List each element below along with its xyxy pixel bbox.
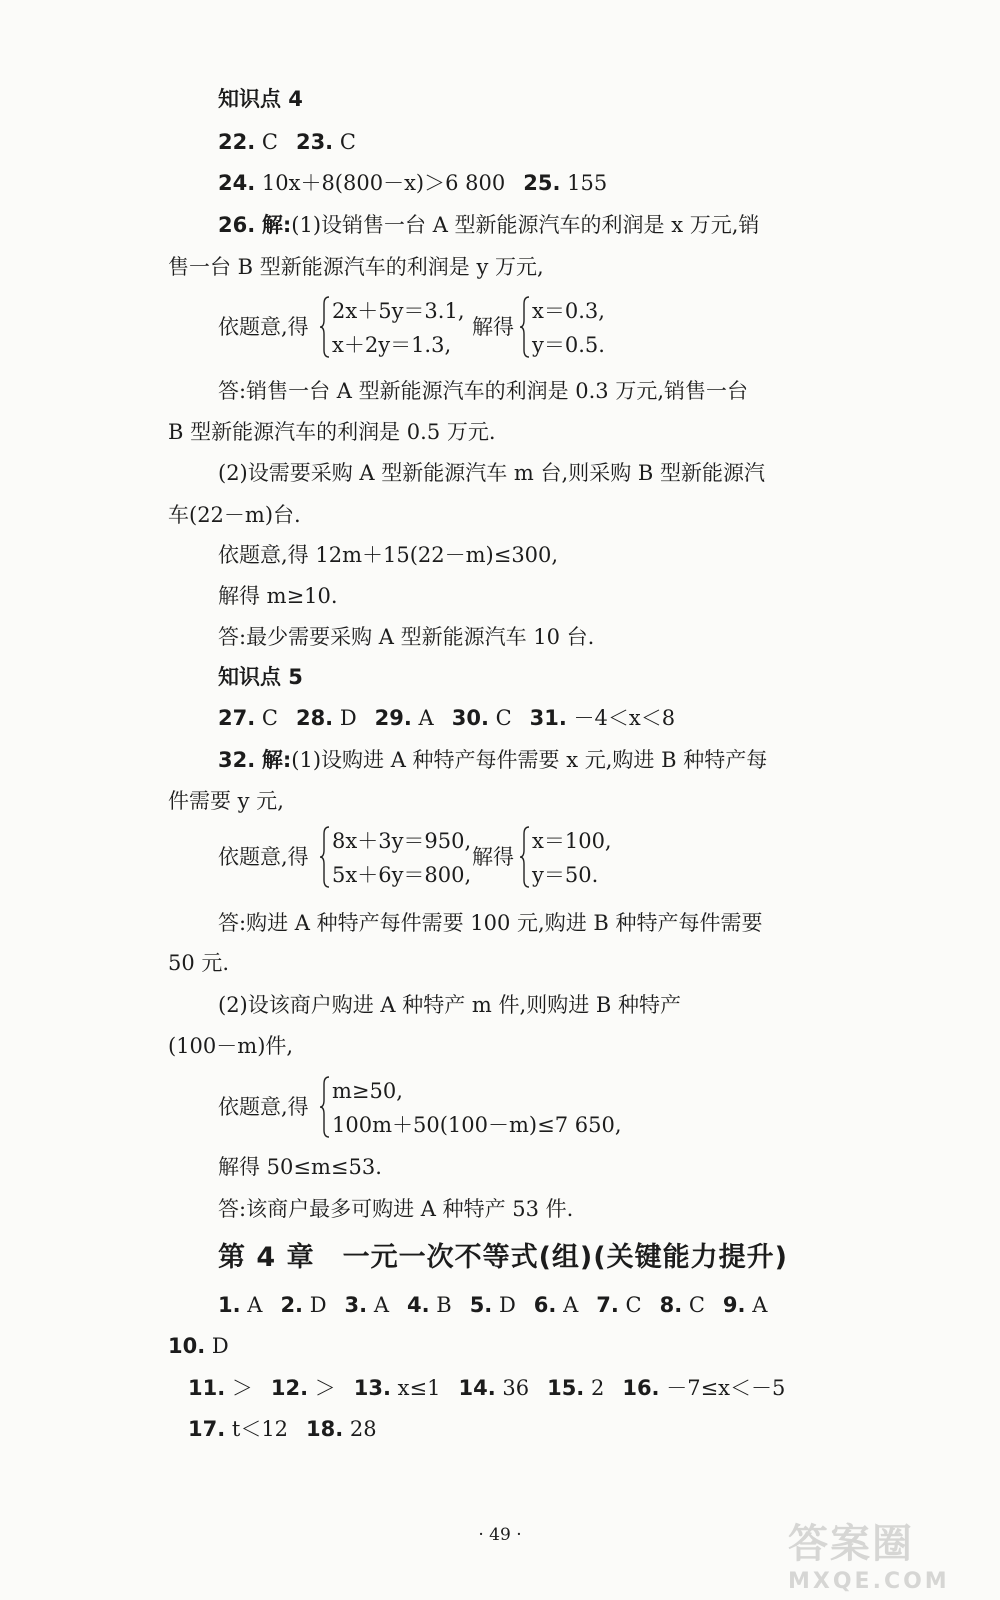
answer-item bbox=[280, 1293, 326, 1317]
question-number: 25. bbox=[523, 171, 561, 195]
equation: 2x＋5y＝3.1, bbox=[332, 299, 465, 323]
answer-value: A bbox=[367, 1293, 389, 1317]
watermark-logo bbox=[788, 1512, 978, 1594]
answer-value: 36 bbox=[495, 1376, 530, 1400]
answer-value: A bbox=[745, 1293, 768, 1317]
answer-value: －7≤x＜－5 bbox=[659, 1376, 786, 1400]
answer-line bbox=[188, 1373, 803, 1403]
answer-line bbox=[218, 703, 693, 733]
question-number: 24. bbox=[218, 171, 256, 195]
answer-value: 10x＋8(800－x)＞6 800 bbox=[255, 171, 506, 195]
section-title-4: 知识点 4 bbox=[218, 87, 303, 111]
brace-icon bbox=[520, 296, 530, 358]
answer-item bbox=[188, 1417, 288, 1441]
question-number: 6. bbox=[533, 1293, 557, 1317]
answer-value: x≤1 bbox=[390, 1376, 441, 1400]
question-number: 26. bbox=[218, 213, 256, 237]
inequality: m≥50, bbox=[332, 1079, 403, 1103]
paragraph: 答:销售一台 A 型新能源汽车的利润是 0.3 万元,销售一台 bbox=[218, 379, 749, 403]
answer-value: C bbox=[618, 1293, 642, 1317]
solution: x＝100, bbox=[532, 829, 612, 853]
paragraph: (1)设销售一台 A 型新能源汽车的利润是 x 万元,销 bbox=[291, 213, 760, 237]
answer-value: C bbox=[488, 706, 512, 730]
equation: 8x＋3y＝950, bbox=[332, 829, 472, 853]
answer-line bbox=[188, 1414, 395, 1444]
question-number: 30. bbox=[451, 706, 489, 730]
watermark-text: 答案圈 bbox=[788, 1521, 914, 1567]
equation-system bbox=[218, 822, 718, 892]
answer-value: D bbox=[492, 1293, 516, 1317]
question-number: 5. bbox=[469, 1293, 493, 1317]
question-number: 12. bbox=[270, 1376, 309, 1400]
paragraph: (100－m)件, bbox=[168, 1034, 294, 1058]
answer-item bbox=[218, 706, 278, 730]
watermark-url: MXQE.COM bbox=[788, 1569, 950, 1594]
brace-icon bbox=[320, 296, 330, 358]
answer-value: C bbox=[255, 130, 278, 154]
question-number: 3. bbox=[344, 1293, 368, 1317]
answer-item bbox=[296, 130, 356, 154]
paragraph: B 型新能源汽车的利润是 0.5 万元. bbox=[168, 420, 496, 444]
inequality-system bbox=[218, 1072, 778, 1142]
answer-item bbox=[345, 1293, 389, 1317]
question-number: 31. bbox=[529, 706, 567, 730]
paragraph: 解得 50≤m≤53. bbox=[218, 1155, 382, 1179]
question-number: 14. bbox=[458, 1376, 496, 1400]
brace-icon bbox=[320, 1076, 330, 1138]
question-number: 4. bbox=[406, 1293, 430, 1317]
answer-item bbox=[218, 1293, 262, 1317]
solution-head: 解: bbox=[261, 213, 292, 237]
question-number: 10. bbox=[168, 1334, 206, 1358]
section-title-5: 知识点 5 bbox=[218, 665, 303, 689]
solution-head: 解: bbox=[261, 748, 292, 772]
q26-line-1 bbox=[218, 210, 759, 240]
answer-value: －4＜x＜8 bbox=[566, 706, 676, 730]
answer-value: ＞ bbox=[225, 1376, 253, 1400]
answer-item bbox=[168, 1334, 229, 1358]
answer-item bbox=[452, 706, 512, 730]
paragraph: 答:购进 A 种特产每件需要 100 元,购进 B 种特产每件需要 bbox=[218, 911, 763, 935]
answer-item bbox=[296, 706, 357, 730]
answer-item bbox=[530, 706, 675, 730]
answer-value: t＜12 bbox=[225, 1417, 289, 1441]
solution: x＝0.3, bbox=[532, 299, 605, 323]
paragraph: 答:最少需要采购 A 型新能源汽车 10 台. bbox=[218, 625, 595, 649]
answer-value: D bbox=[205, 1334, 229, 1358]
question-number: 29. bbox=[374, 706, 412, 730]
brace-icon bbox=[520, 826, 530, 888]
equation: 5x＋6y＝800, bbox=[332, 863, 472, 887]
answer-value: A bbox=[411, 706, 434, 730]
solution: y＝50. bbox=[532, 863, 599, 887]
inequality: 100m＋50(100－m)≤7 650, bbox=[332, 1113, 622, 1137]
paragraph: (2)设该商户购进 A 种特产 m 件,则购进 B 种特产 bbox=[218, 993, 681, 1017]
question-number: 9. bbox=[722, 1293, 746, 1317]
answer-item bbox=[547, 1376, 604, 1400]
paragraph: 答:该商户最多可购进 A 种特产 53 件. bbox=[218, 1197, 574, 1221]
paragraph: 50 元. bbox=[168, 951, 230, 975]
answer-line bbox=[218, 127, 374, 157]
paragraph: 售一台 B 型新能源汽车的利润是 y 万元, bbox=[168, 255, 544, 279]
solution: y＝0.5. bbox=[532, 333, 605, 357]
question-number: 16. bbox=[622, 1376, 660, 1400]
answer-value: ＞ bbox=[308, 1376, 336, 1400]
question-number: 23. bbox=[295, 130, 334, 154]
paragraph: 件需要 y 元, bbox=[168, 789, 284, 813]
answer-value: C bbox=[682, 1293, 705, 1317]
paragraph: 依题意,得 12m＋15(22－m)≤300, bbox=[218, 543, 559, 567]
answer-line bbox=[218, 1290, 785, 1320]
answer-value: B bbox=[429, 1293, 452, 1317]
answer-value: 2 bbox=[584, 1376, 605, 1400]
question-number: 1. bbox=[218, 1293, 241, 1317]
system-lead: 依题意,得 bbox=[218, 1095, 309, 1119]
chapter-title: 第 4 章 一元一次不等式(组)(关键能力提升) bbox=[218, 1242, 788, 1273]
paragraph: 解得 m≥10. bbox=[218, 584, 338, 608]
answer-item bbox=[188, 1376, 253, 1400]
page-number: · 49 · bbox=[478, 1525, 522, 1545]
paragraph: (1)设购进 A 种特产每件需要 x 元,购进 B 种特产每 bbox=[291, 748, 768, 772]
answer-item bbox=[470, 1293, 516, 1317]
paragraph: 车(22－m)台. bbox=[168, 503, 301, 527]
system-lead: 依题意,得 bbox=[218, 315, 309, 339]
answer-line bbox=[218, 168, 625, 198]
system-mid: 解得 bbox=[472, 845, 514, 869]
answer-value: 28 bbox=[343, 1417, 377, 1441]
paragraph: (2)设需要采购 A 型新能源汽车 m 台,则采购 B 型新能源汽 bbox=[218, 461, 765, 485]
question-number: 32. bbox=[218, 748, 256, 772]
answer-item bbox=[534, 1293, 578, 1317]
system-lead: 依题意,得 bbox=[218, 845, 309, 869]
answer-item bbox=[660, 1293, 705, 1317]
question-number: 28. bbox=[295, 706, 334, 730]
question-number: 22. bbox=[218, 130, 256, 154]
equation-system bbox=[218, 292, 718, 362]
question-number: 8. bbox=[659, 1293, 683, 1317]
question-number: 27. bbox=[218, 706, 256, 730]
answer-item bbox=[458, 1376, 529, 1400]
question-number: 17. bbox=[188, 1417, 226, 1441]
answer-item bbox=[723, 1293, 767, 1317]
answer-value: C bbox=[333, 130, 356, 154]
answer-item bbox=[218, 130, 278, 154]
answer-item bbox=[523, 171, 607, 195]
question-number: 18. bbox=[306, 1417, 344, 1441]
answer-value: D bbox=[303, 1293, 327, 1317]
question-number: 7. bbox=[596, 1293, 619, 1317]
answer-value: A bbox=[556, 1293, 579, 1317]
question-number: 11. bbox=[188, 1376, 226, 1400]
answer-value: D bbox=[333, 706, 357, 730]
answer-item bbox=[375, 706, 434, 730]
q32-line-1 bbox=[218, 745, 767, 775]
answer-value: A bbox=[240, 1293, 263, 1317]
question-number: 2. bbox=[280, 1293, 304, 1317]
answer-item bbox=[218, 171, 505, 195]
answer-value: C bbox=[255, 706, 278, 730]
answer-item bbox=[271, 1376, 336, 1400]
answer-item bbox=[596, 1293, 641, 1317]
question-number: 15. bbox=[547, 1376, 585, 1400]
answer-line bbox=[168, 1331, 247, 1361]
question-number: 13. bbox=[353, 1376, 391, 1400]
answer-item bbox=[407, 1293, 452, 1317]
equation: x＋2y＝1.3, bbox=[332, 333, 452, 357]
brace-icon bbox=[320, 826, 330, 888]
answer-value: 155 bbox=[560, 171, 608, 195]
answer-item bbox=[354, 1376, 441, 1400]
system-mid: 解得 bbox=[472, 315, 514, 339]
answer-item bbox=[622, 1376, 785, 1400]
answer-item bbox=[306, 1417, 377, 1441]
